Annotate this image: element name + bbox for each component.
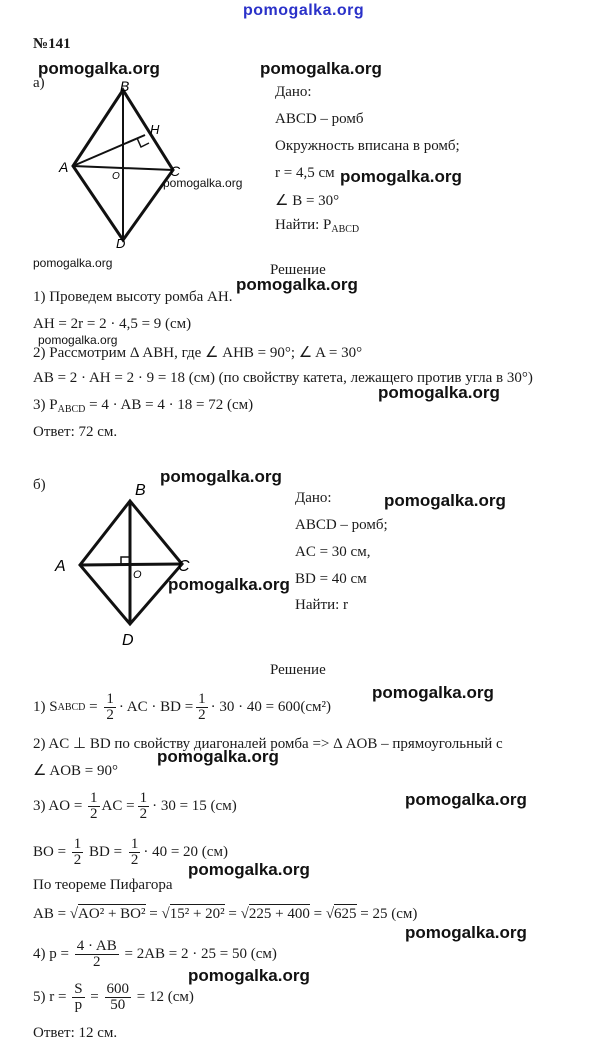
watermark: pomogalka.org	[163, 176, 243, 190]
step-3b-b: BO = $\frac{1}{2}$ BD = $\frac{1}{2}$ · 40 = 20 (см)	[33, 835, 228, 868]
step-3a-b: 3) AO = $\frac{1}{2}$ AC = $\frac{1}{2}$ · 30 = 15 (см)	[33, 789, 237, 822]
answer-a: Ответ: 72 см.	[33, 424, 118, 440]
watermark: pomogalka.org	[168, 575, 290, 594]
given-4-a: ∠ B = 30°	[275, 193, 340, 209]
given-2-b: AC = 30 см,	[295, 544, 371, 560]
right-angle-mark-a	[137, 138, 149, 147]
watermark: pomogalka.org	[405, 923, 527, 942]
step-2-a: 2) Рассмотрим Δ ABH, где ∠ AHB = 90°; ∠ A = 30°	[33, 345, 363, 361]
vertex-d-label-b: D	[122, 632, 134, 649]
vertex-d-label-a: D	[116, 236, 126, 251]
part-b-label: б)	[33, 477, 46, 493]
given-title-b: Дано:	[295, 490, 332, 506]
watermark-top: pomogalka.org	[243, 2, 365, 19]
given-3-a: r = 4,5 см	[275, 165, 335, 181]
answer-b: Ответ: 12 см.	[33, 1025, 118, 1041]
find-b: Найти: r	[295, 597, 349, 613]
vertex-b-label-a: B	[120, 78, 130, 94]
vertex-c-label-b: C	[178, 558, 190, 575]
watermark: pomogalka.org	[384, 491, 506, 510]
point-h-label: H	[150, 122, 160, 137]
right-angle-mark-b	[121, 557, 129, 564]
given-3-b: BD = 40 см	[295, 571, 367, 587]
step-4-b: 4) p = $\frac{4 \cdot AB}{2}$ = 2AB = 2 · 25 = 50 (см)	[33, 937, 277, 970]
center-o-label-b: O	[133, 569, 142, 581]
center-o-label-a: O	[112, 171, 120, 182]
watermark: pomogalka.org	[372, 683, 494, 702]
watermark: pomogalka.org	[236, 275, 358, 294]
step-1-b: 1) S ABCD = $\frac{1}{2}$ · AC · BD = $\frac{1}{2}$ · 30 · 40 = 600(см²)	[33, 690, 331, 723]
rhombus-figure-a	[55, 78, 225, 253]
watermark: pomogalka.org	[188, 860, 310, 879]
part-a-label: а)	[33, 75, 45, 91]
step-2-b: 2) AC ⊥ BD по свойству диагоналей ромба => Δ AOB – прямоугольный с	[33, 736, 503, 752]
given-2-a: Окружность вписана в ромб;	[275, 138, 460, 154]
vertex-a-label-b: A	[55, 558, 66, 575]
solution-title-b: Решение	[270, 662, 326, 678]
watermark: pomogalka.org	[188, 966, 310, 985]
step-1b-a: AH = 2r = 2 · 4,5 = 9 (см)	[33, 316, 192, 332]
vertex-a-label-a: A	[59, 159, 69, 175]
step-1-a: 1) Проведем высоту ромба AH.	[33, 289, 233, 305]
step-2b-a: AB = 2 · AH = 2 · 9 = 18 (см) (по свойству катета, лежащего против угла в 30°)	[33, 370, 533, 386]
watermark: pomogalka.org	[405, 790, 527, 809]
step-5-b: 5) r = $\frac{S}{p}$ = $\frac{600}{50}$ = 12 (см)	[33, 980, 194, 1013]
problem-number: №141	[33, 36, 71, 52]
given-title-a: Дано:	[275, 84, 312, 100]
step-2b-b: ∠ AOB = 90°	[33, 763, 118, 779]
rhombus-figure-b	[50, 478, 220, 653]
watermark: pomogalka.org	[38, 333, 118, 347]
watermark: pomogalka.org	[160, 467, 282, 486]
given-1-b: ABCD – ромб;	[295, 517, 388, 533]
solution-title-a: Решение	[270, 262, 326, 278]
vertex-b-label-b: B	[135, 482, 146, 499]
step-3-a: 3) $P_{ABCD} = 4$ · AB = 4 · 18 = 72 (см)	[33, 397, 254, 415]
diagonal-ac-b	[80, 564, 182, 565]
given-1-a: ABCD – ромб	[275, 111, 364, 127]
watermark: pomogalka.org	[260, 59, 382, 78]
watermark: pomogalka.org	[157, 747, 279, 766]
ab-formula: AB = √AO² + BO² = √15² + 20² = √225 + 400 = √625 = 25 (см)	[33, 906, 418, 922]
pythagoras-label: По теореме Пифагора	[33, 877, 173, 893]
vertex-c-label-a: C	[170, 163, 181, 179]
watermark: pomogalka.org	[33, 256, 113, 270]
watermark: pomogalka.org	[340, 167, 462, 186]
find-a: Найти: $P_{ABCD}$	[275, 217, 360, 235]
watermark: pomogalka.org	[378, 383, 500, 402]
watermark: pomogalka.org	[38, 59, 160, 78]
